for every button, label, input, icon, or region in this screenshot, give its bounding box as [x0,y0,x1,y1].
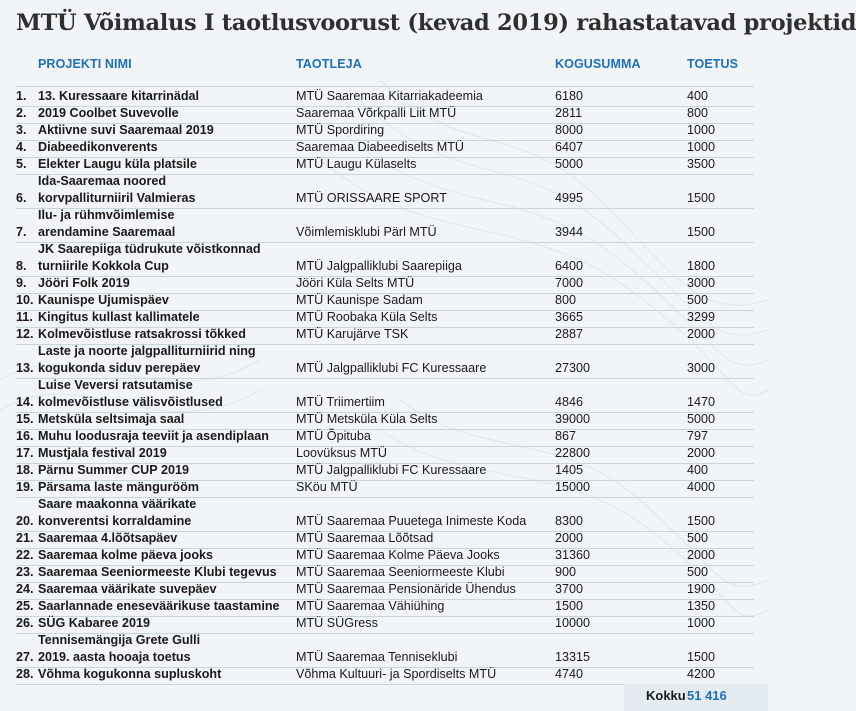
project-name-line: Saaremaa 4.lõõtsapäev [38,531,178,545]
total-sum: 8000 [555,123,584,137]
grant-amount: 4200 [687,667,716,681]
project-name [38,581,283,598]
project-name-line: Jööri Folk 2019 [38,276,130,290]
project-name [38,173,283,207]
project-name [38,496,283,530]
project-name-line: Kaunispe Ujumispäev [38,293,169,307]
applicant: Loovüksus MTÜ [296,446,387,460]
applicant: MTÜ ORISSAARE SPORT [296,191,447,205]
row-number: 24. [16,582,34,596]
row-number: 21. [16,531,34,545]
total-sum: 15000 [555,480,591,494]
project-name-line: Ida-Saaremaa noored [38,174,167,188]
project-name [38,428,283,445]
table-row [0,632,768,666]
row-number: 11. [16,310,33,324]
project-name-line: Diabeedikonverents [38,140,158,154]
total-sum: 7000 [555,276,584,290]
project-name [38,139,283,156]
table-row [0,462,768,479]
grant-amount: 3000 [687,276,716,290]
total-sum: 1500 [555,599,584,613]
project-name-line: Kolmevõistluse ratsakrossi tõkked [38,327,246,341]
project-name [38,105,283,122]
project-name [38,547,283,564]
row-number: 14. [16,395,34,409]
project-name-line: 2019. aasta hooaja toetus [38,650,191,664]
project-name-line: Tennisemängija Grete Gulli [38,633,201,647]
row-number: 15. [16,412,34,426]
project-name-line: Saare maakonna väärikate [38,497,197,511]
table-row [0,122,768,139]
applicant: MTÜ Triimertiim [296,395,385,409]
project-name-line: Ilu- ja rühmvõimlemise [38,208,175,222]
total-sum: 4995 [555,191,584,205]
table-row [0,207,768,241]
row-number: 10. [16,293,34,307]
table-row [0,173,768,207]
grant-amount: 5000 [687,412,716,426]
project-name-line: Kingitus kullast kallimatele [38,310,200,324]
table-row [0,105,768,122]
grant-amount: 3000 [687,361,716,375]
project-name-line: kolmevõistluse välisvõistlused [38,395,223,409]
project-name-line: Võhma kogukonna supluskoht [38,667,222,681]
table-row [0,428,768,445]
applicant: SKöu MTÜ [296,480,358,494]
project-name-line: Saaremaa väärikate suvepäev [38,582,217,596]
applicant: MTÜ Karujärve TSK [296,327,409,341]
header-project-name: PROJEKTI NIMI [38,57,132,71]
total-sum: 900 [555,565,577,579]
table-row [0,88,768,105]
grant-amount: 1000 [687,616,716,630]
header-total-sum: KOGUSUMMA [555,57,641,71]
total-sum: 2887 [555,327,584,341]
project-name [38,292,283,309]
table-row [0,581,768,598]
row-number: 12. [16,327,34,341]
row-number: 4. [16,140,27,154]
applicant: MTÜ Jalgpalliklubi FC Kuressaare [296,361,487,375]
applicant: MTÜ Jalgpalliklubi FC Kuressaare [296,463,487,477]
project-name [38,479,283,496]
row-number: 16. [16,429,34,443]
total-sum: 6400 [555,259,584,273]
row-number: 22. [16,548,34,562]
total-sum: 2000 [555,531,584,545]
project-name-line: Aktiivne suvi Saaremaal 2019 [38,123,214,137]
applicant: MTÜ Saaremaa Seeniormeeste Klubi [296,565,505,579]
total-sum: 10000 [555,616,591,630]
total-sum: 5000 [555,157,584,171]
grant-amount: 1500 [687,650,716,664]
grant-amount: 400 [687,463,709,477]
grant-amount: 3299 [687,310,716,324]
applicant: MTÜ Jalgpalliklubi Saarepiiga [296,259,462,273]
grant-amount: 2000 [687,548,716,562]
grant-amount: 1900 [687,582,716,596]
grant-amount: 800 [687,106,709,120]
project-name-line: korvpalliturniiril Valmieras [38,191,196,205]
applicant: MTÜ Roobaka Küla Selts [296,310,438,324]
applicant: MTÜ Saaremaa Tenniseklubi [296,650,458,664]
table-row [0,530,768,547]
grant-amount: 1500 [687,514,716,528]
grant-amount: 1470 [687,395,716,409]
project-name-line: Muhu loodusraja teeviit ja asendiplaan [38,429,269,443]
row-number: 7. [16,225,27,239]
row-number: 20. [16,514,34,528]
grant-amount: 2000 [687,446,716,460]
project-name-line: 2019 Coolbet Suvevolle [38,106,179,120]
total-sum: 39000 [555,412,591,426]
applicant: Võimlemisklubi Pärl MTÜ [296,225,437,239]
row-number: 6. [16,191,27,205]
project-name-line: Elekter Laugu küla platsile [38,157,197,171]
row-number: 17. [16,446,34,460]
project-name [38,156,283,173]
total-sum: 2811 [555,106,583,120]
row-number: 18. [16,463,34,477]
project-name [38,615,283,632]
row-number: 19. [16,480,34,494]
row-number: 3. [16,123,27,137]
table-row [0,547,768,564]
grant-amount: 3500 [687,157,716,171]
project-name-line: Luise Veversi ratsutamise [38,378,193,392]
project-name [38,462,283,479]
project-name-line: Saaremaa Seeniormeeste Klubi tegevus [38,565,277,579]
grant-amount: 500 [687,531,709,545]
total-sum: 27300 [555,361,591,375]
grant-amount: 1350 [687,599,716,613]
project-name [38,88,283,105]
grant-amount: 1500 [687,191,716,205]
total-sum: 800 [555,293,577,307]
grant-amount: 797 [687,429,709,443]
total-sum: 4740 [555,667,584,681]
applicant: MTÜ Saaremaa Vähiühing [296,599,445,613]
table-row [0,326,768,343]
total-sum: 31360 [555,548,591,562]
applicant: Saaremaa Diabeediselts MTÜ [296,140,464,154]
total-sum: 13315 [555,650,591,664]
applicant: MTÜ Laugu Külaselts [296,157,417,171]
project-name-line: Metsküla seltsimaja saal [38,412,185,426]
table-row [0,564,768,581]
project-name [38,411,283,428]
applicant: MTÜ Kaunispe Sadam [296,293,423,307]
table-row [0,411,768,428]
project-name [38,377,283,411]
project-name [38,309,283,326]
table-row [0,445,768,462]
project-name-line: JK Saarepiiga tüdrukute võistkonnad [38,242,261,256]
table-row [0,377,768,411]
project-name [38,343,283,377]
table-row [0,309,768,326]
applicant: MTÜ Saaremaa Pensionäride Ühendus [296,582,516,596]
grant-amount: 1000 [687,140,716,154]
applicant: Saaremaa Võrkpalli Liit MTÜ [296,106,457,120]
row-number: 8. [16,259,27,273]
total-sum: 22800 [555,446,591,460]
project-name-line: Saarlannade eneseväärikuse taastamine [38,599,280,613]
grant-amount: 1800 [687,259,716,273]
total-sum: 8300 [555,514,584,528]
row-number: 27. [16,650,34,664]
project-name [38,564,283,581]
table-row [0,292,768,309]
table-row [0,598,768,615]
project-name-line: Pärnu Summer CUP 2019 [38,463,189,477]
grant-amount: 500 [687,293,709,307]
grant-amount: 400 [687,89,709,103]
total-sum: 867 [555,429,577,443]
table-row [0,139,768,156]
header-applicant: TAOTLEJA [296,57,362,71]
total-sum: 4846 [555,395,584,409]
project-name-line: arendamine Saaremaal [38,225,176,239]
grant-amount: 1500 [687,225,716,239]
project-name-line: 13. Kuressaare kitarrinädal [38,89,200,103]
table-row [0,156,768,173]
project-name-line: konverentsi korraldamine [38,514,192,528]
table-row [0,275,768,292]
applicant: MTÜ Saaremaa Kitarriakadeemia [296,89,483,103]
project-name [38,445,283,462]
table-row [0,615,768,632]
project-name [38,598,283,615]
project-name [38,530,283,547]
row-number: 13. [16,361,34,375]
table-row [0,479,768,496]
total-value: 51 416 [687,688,727,703]
applicant: Jööri Küla Selts MTÜ [296,276,415,290]
table-row [0,496,768,530]
total-sum: 6407 [555,140,584,154]
applicant: MTÜ Saaremaa Kolme Päeva Jooks [296,548,500,562]
row-number: 2. [16,106,27,120]
project-name [38,275,283,292]
applicant: Võhma Kultuuri- ja Spordiselts MTÜ [296,667,497,681]
total-label: Kokku [646,688,686,703]
total-sum: 6180 [555,89,584,103]
row-number: 9. [16,276,27,290]
row-number: 25. [16,599,34,613]
total-sum: 1405 [555,463,584,477]
applicant: MTÜ Saaremaa Puuetega Inimeste Koda [296,514,527,528]
total-sum: 3700 [555,582,584,596]
project-name-line: Mustjala festival 2019 [38,446,167,460]
header-grant: TOETUS [687,57,739,71]
page-title: MTÜ Võimalus I taotlusvoorust (kevad 2019) rahastatavad projektid [16,10,856,36]
table-row [0,666,768,683]
project-name-line: turniirile Kokkola Cup [38,259,169,273]
applicant: MTÜ Metsküla Küla Selts [296,412,438,426]
project-name [38,122,283,139]
applicant: MTÜ Spordiring [296,123,385,137]
project-name-line: Saaremaa kolme päeva jooks [38,548,214,562]
applicant: MTÜ SÜGress [296,616,378,630]
grant-amount: 500 [687,565,709,579]
project-name [38,326,283,343]
applicant: MTÜ Saaremaa Lõõtsad [296,531,434,545]
project-name [38,241,283,275]
project-name-line: Laste ja noorte jalgpalliturniirid ning [38,344,256,358]
row-number: 26. [16,616,34,630]
project-name-line: Pärsama laste mängurööm [38,480,199,494]
row-number: 5. [16,157,27,171]
project-name [38,666,283,683]
grant-amount: 4000 [687,480,716,494]
table-row [0,241,768,275]
total-sum: 3944 [555,225,584,239]
table-row [0,343,768,377]
row-number: 28. [16,667,34,681]
grant-amount: 2000 [687,327,716,341]
total-sum: 3665 [555,310,584,324]
project-name [38,207,283,241]
header-divider [16,86,754,87]
applicant: MTÜ Õpituba [296,429,371,443]
project-name-line: kogukonda siduv perepäev [38,361,201,375]
project-name [38,632,283,666]
grant-amount: 1000 [687,123,716,137]
row-number: 23. [16,565,34,579]
row-number: 1. [16,89,27,103]
project-name-line: SÜG Kabaree 2019 [38,616,151,630]
